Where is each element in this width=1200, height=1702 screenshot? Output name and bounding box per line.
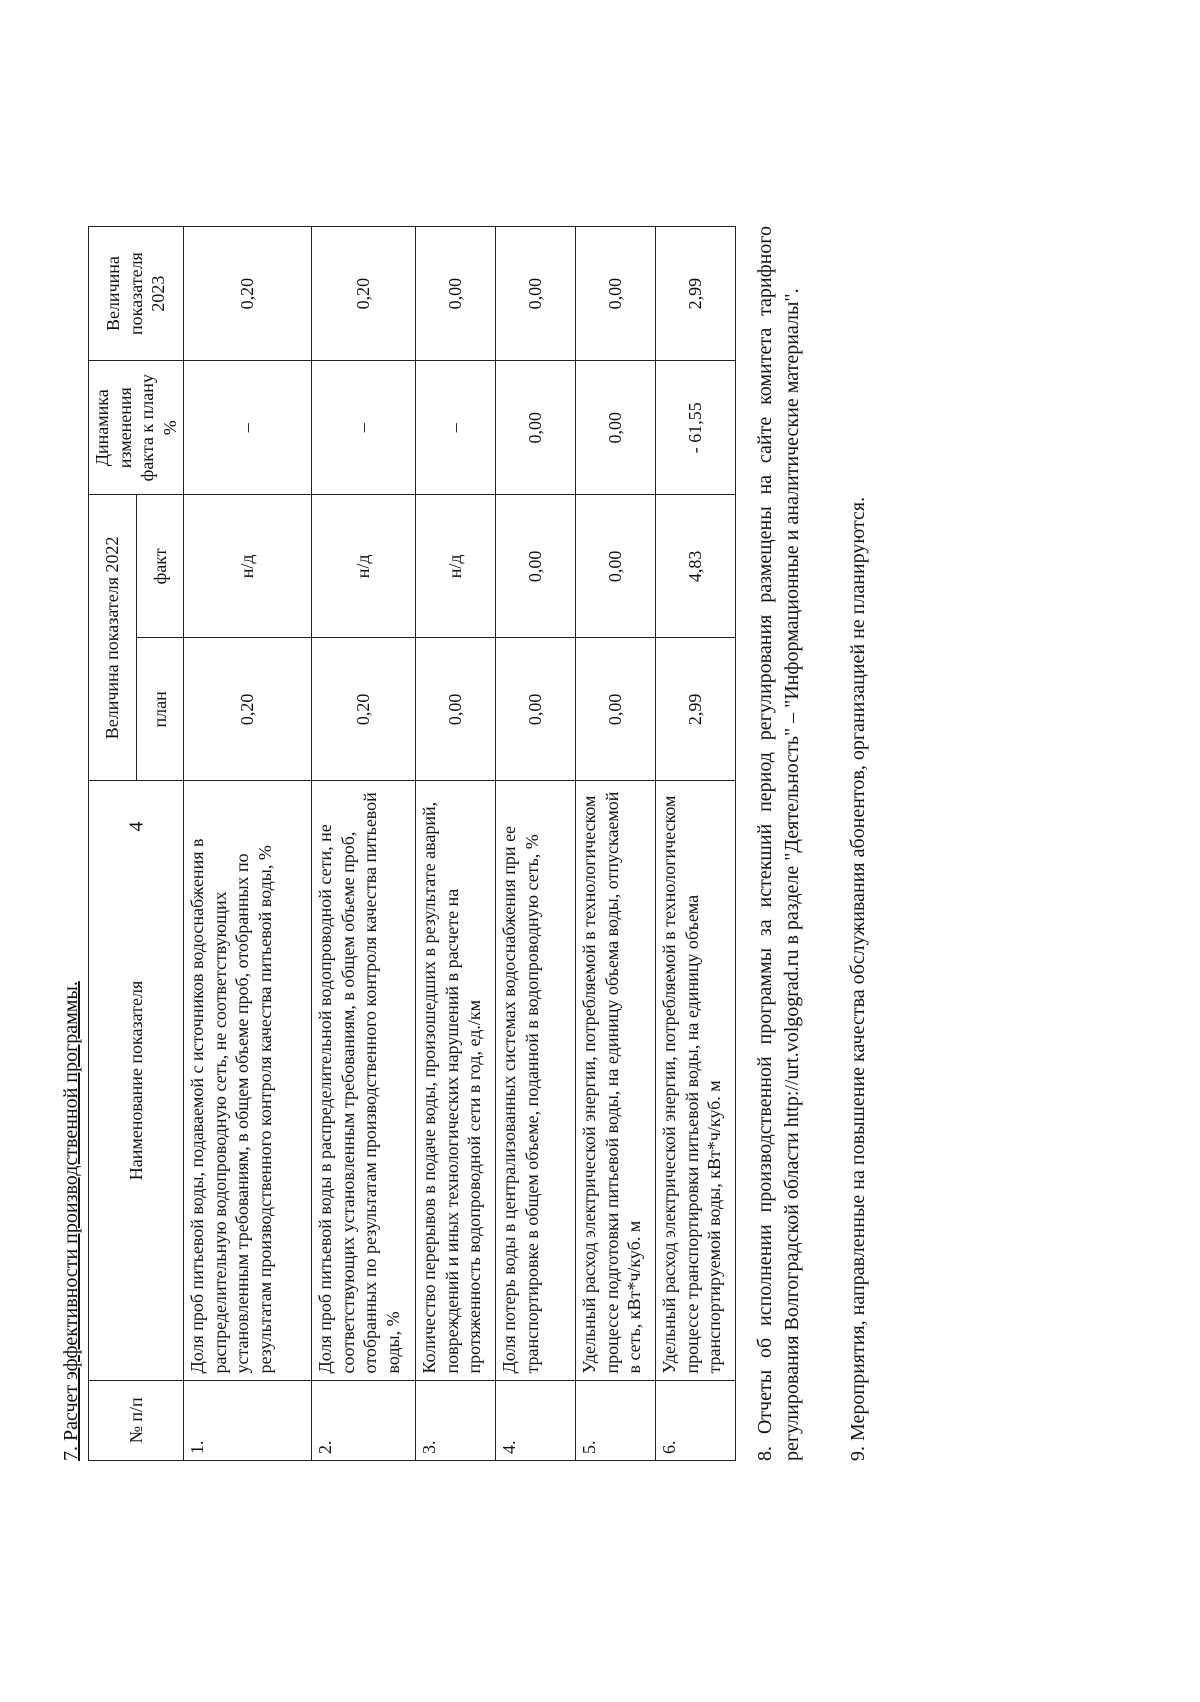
row-num: 5. — [576, 1380, 656, 1460]
row-dynamics: 0,00 — [576, 361, 656, 495]
table-row — [416, 227, 496, 1461]
header-value-2023: Величина показателя 2023 — [89, 227, 184, 361]
row-plan: 0,00 — [496, 638, 576, 781]
row-num: 3. — [416, 1380, 496, 1460]
table-row — [496, 227, 576, 1461]
row-num: 1. — [184, 1380, 312, 1460]
row-plan: 0,00 — [576, 638, 656, 781]
row-name: Доля проб питьевой воды в распределительной водопроводной сети, не соответствующих установленным требованиям, в общем объеме проб, отобранных по результатам производственного контроля качества питьевой воды, % — [312, 781, 416, 1380]
table-row — [656, 227, 736, 1461]
row-name: Доля проб питьевой воды, подаваемой с источников водоснабжения в распределительную водопроводную сеть, не соответствующих установленным требованиям, в общем объеме проб, отобранных по результатам производственного контроля качества питьевой воды, % — [184, 781, 312, 1380]
note-8-reports: 8. Отчеты об исполнении производственной программы за истекший период регулирования размещены на сайте комитета тарифного регулирования Волгоградской области http://urt.volgograd.ru в разделе "Деятельность" – "Информационные и аналитические материалы". — [754, 226, 803, 1461]
row-value-2023: 0,20 — [312, 227, 416, 361]
row-fact: 0,00 — [496, 495, 576, 638]
row-num: 6. — [656, 1380, 736, 1460]
row-fact: н/д — [416, 495, 496, 638]
page-number: 4 — [125, 821, 148, 832]
row-num: 2. — [312, 1380, 416, 1460]
header-name: Наименование показателя — [89, 781, 184, 1380]
header-num: № п/п — [89, 1380, 184, 1460]
row-fact: н/д — [184, 495, 312, 638]
row-name: Количество перерывов в подаче воды, произошедших в результате аварий, повреждений и иных технологических нарушений в расчете на протяженность водопроводной сети в год, ед./км — [416, 781, 496, 1380]
row-dynamics: – — [312, 361, 416, 495]
table-row — [312, 227, 416, 1461]
row-name: Доля потерь воды в централизованных системах водоснабжения при ее транспортировке в общем объеме, поданной в водопроводную сеть, % — [496, 781, 576, 1380]
header-dynamics: Динамика изменения факта к плану % — [89, 361, 184, 495]
row-fact: 0,00 — [576, 495, 656, 638]
table-row — [576, 227, 656, 1461]
row-value-2023: 0,00 — [416, 227, 496, 361]
row-value-2023: 0,20 — [184, 227, 312, 361]
row-value-2023: 0,00 — [576, 227, 656, 361]
row-name: Удельный расход электрической энергии, потребляемой в технологическом процессе транспортировки питьевой воды, на единицу объема транспортируемой воды, кВт*ч/куб. м — [656, 781, 736, 1380]
row-name: Удельный расход электрической энергии, потребляемой в технологическом процессе подготовки питьевой воды, на единицу объема воды, отпускаемой в сеть, кВт*ч/куб. м — [576, 781, 656, 1380]
header-plan: план — [136, 638, 184, 781]
table-row — [184, 227, 312, 1461]
row-dynamics: 0,00 — [496, 361, 576, 495]
row-plan: 0,00 — [416, 638, 496, 781]
header-row — [89, 227, 137, 1461]
row-value-2023: 2,99 — [656, 227, 736, 361]
row-num: 4. — [496, 1380, 576, 1460]
header-fact: факт — [136, 495, 184, 638]
row-fact: 4,83 — [656, 495, 736, 638]
row-dynamics: – — [416, 361, 496, 495]
header-value-2022: Величина показателя 2022 — [89, 495, 137, 781]
row-dynamics: - 61,55 — [656, 361, 736, 495]
section-title: 7. Расчет эффективности производственной программы. — [60, 981, 82, 1461]
row-plan: 0,20 — [312, 638, 416, 781]
note-9-measures: 9. Мероприятия, направленные на повышение качества обслуживания абонентов, организацией не планируются. — [847, 496, 869, 1461]
row-plan: 0,20 — [184, 638, 312, 781]
landscape-content — [60, 221, 960, 1481]
row-plan: 2,99 — [656, 638, 736, 781]
row-value-2023: 0,00 — [496, 227, 576, 361]
efficiency-table — [88, 226, 736, 1461]
row-fact: н/д — [312, 495, 416, 638]
row-dynamics: – — [184, 361, 312, 495]
